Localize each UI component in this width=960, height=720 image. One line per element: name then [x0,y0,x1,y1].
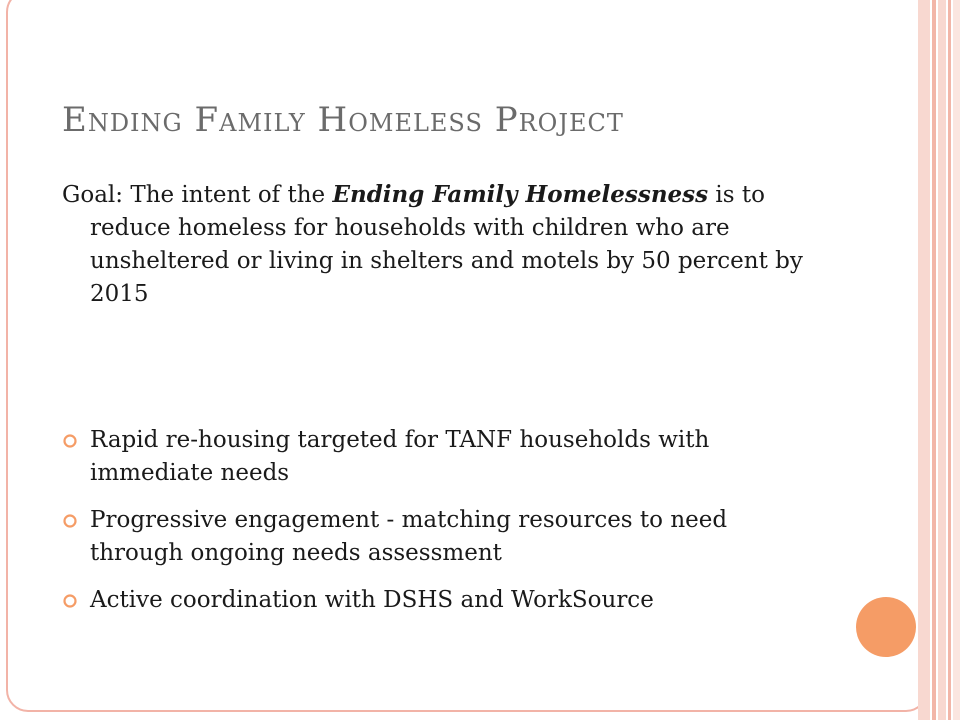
decor-stripe [953,0,960,720]
decor-stripe [938,0,946,720]
decor-stripe [932,0,936,720]
goal-rest: is to reduce homeless for households with children who are unsheltered or living in shelters and motels by 50 percent by 2015 [90,182,803,307]
ring-bullet-icon [62,513,78,529]
bullet-text: Rapid re-housing targeted for TANF households with immediate needs [90,427,710,486]
goal-paragraph [62,178,850,311]
goal-lead: Goal: The intent of the [62,182,333,208]
goal-emphasis: Ending Family Homelessness [332,181,709,208]
accent-circle [856,597,916,657]
bullet-text: Progressive engagement - matching resources to need through ongoing needs assessment [90,507,728,566]
decor-stripe [918,0,930,720]
slide-title: Ending Family Homeless Project [62,100,624,140]
ring-bullet-icon [62,433,78,449]
list-item [62,424,822,490]
bullet-list [62,424,822,631]
ring-bullet-icon [62,593,78,609]
list-item [62,504,822,570]
bullet-text: Active coordination with DSHS and WorkSource [90,587,654,613]
list-item [62,584,822,617]
decor-stripe [948,0,951,720]
